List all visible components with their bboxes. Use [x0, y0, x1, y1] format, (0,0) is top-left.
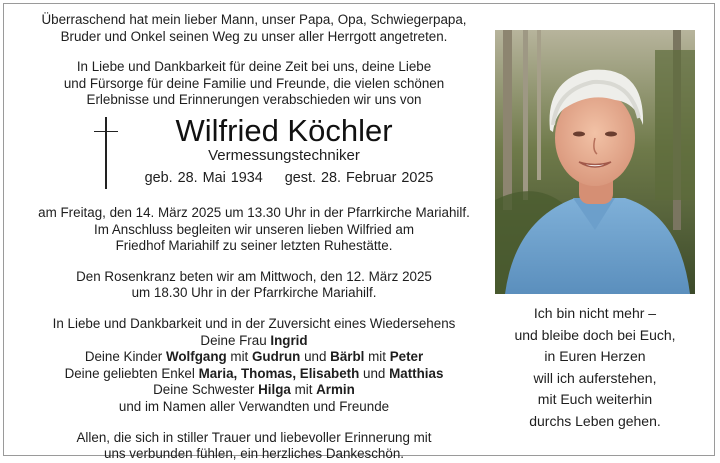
obituary-card — [3, 3, 715, 462]
verse-line: durchs Leben gehen. — [529, 412, 661, 429]
death-date: gest. 28. Februar 2025 — [284, 169, 434, 186]
funeral-line: Im Anschluss begleiten wir unseren lieben Wilfried am — [93, 221, 415, 237]
gratitude-line: In Liebe und Dankbarkeit für deine Zeit bei uns, deine Liebe — [76, 59, 432, 75]
verse-line: in Euren Herzen — [544, 348, 646, 365]
verse-line: mit Euch weiterhin — [537, 391, 653, 408]
mourner-children: Deine Kinder Wolfgang mit Gudrun und Bärbl mit Peter — [84, 349, 424, 365]
birth-date: geb. 28. Mai 1934 — [144, 169, 263, 186]
verse-line: und bleibe doch bei Euch, — [514, 326, 676, 343]
thanks-line: Allen, die sich in stiller Trauer und liebevoller Erinnerung mit — [76, 429, 432, 445]
deceased-block — [24, 113, 484, 197]
obituary-text — [24, 12, 484, 463]
wife-name: Ingrid — [270, 332, 308, 348]
intro-line: Bruder und Onkel seinen Weg zu unser aller Herrgott angetreten. — [60, 28, 448, 44]
mourner-grandchildren: Deine geliebten Enkel Maria, Thomas, Elisabeth und Matthias — [64, 365, 444, 381]
rosary-line: Den Rosenkranz beten wir am Mittwoch, den 12. März 2025 — [76, 268, 432, 284]
verse — [497, 303, 693, 433]
verse-line: Ich bin nicht mehr – — [533, 305, 657, 321]
rosary-line: um 18.30 Uhr in der Pfarrkirche Mariahilf. — [131, 285, 377, 301]
gratitude-line: und Fürsorge für deine Familie und Freunde, die vielen schönen — [63, 75, 445, 91]
mourner-relatives: und im Namen aller Verwandten und Freunde — [118, 398, 390, 414]
mourners-intro: In Liebe und Dankbarkeit und in der Zuversicht eines Wiedersehens — [52, 315, 456, 331]
funeral-line: Friedhof Mariahilf zu seiner letzten Ruhestätte. — [115, 238, 393, 254]
intro-line: Überraschend hat mein lieber Mann, unser Papa, Opa, Schwiegerpapa, — [41, 12, 467, 27]
gratitude-line: Erlebnisse und Erinnerungen verabschieden wir uns von — [86, 92, 422, 108]
deceased-name: Wilfried Köchler — [175, 112, 393, 148]
funeral-line: am Freitag, den 14. März 2025 um 13.30 Uhr in der Pfarrkirche Mariahilf. — [38, 204, 470, 220]
mourner-wife: Deine Frau Ingrid — [200, 332, 308, 348]
mourner-sister: Deine Schwester Hilga mit Armin — [153, 382, 355, 398]
verse-line: will ich auferstehen, — [533, 369, 657, 386]
deceased-profession: Vermessungstechniker — [208, 146, 360, 164]
portrait-photo — [495, 30, 695, 294]
thanks-line: uns verbunden fühlen, ein herzliches Dankeschön. — [104, 446, 404, 462]
life-dates — [114, 169, 464, 187]
